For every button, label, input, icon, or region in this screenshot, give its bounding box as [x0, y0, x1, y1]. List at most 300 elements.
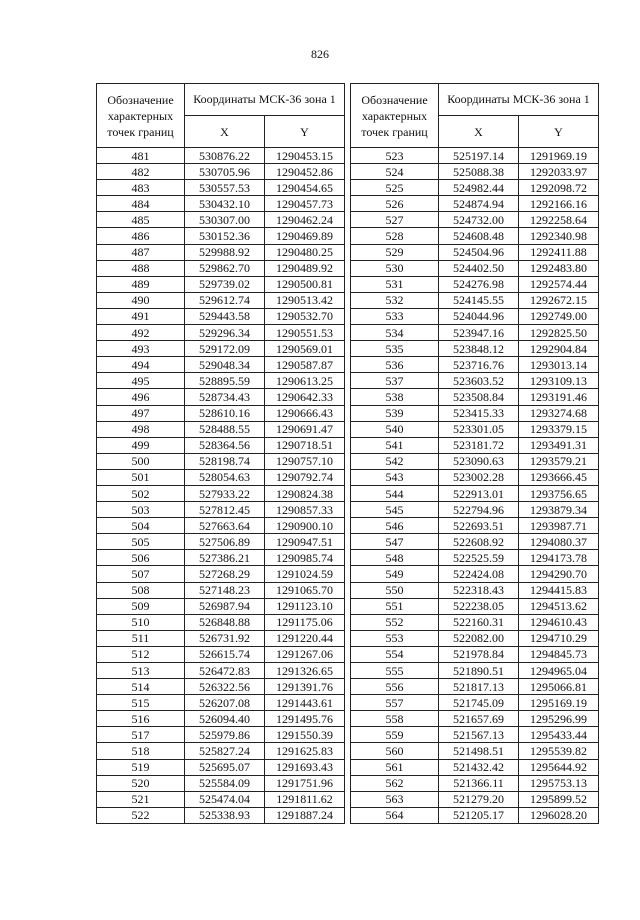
table-row	[351, 228, 599, 244]
point-id-cell: 548	[351, 550, 439, 566]
point-id-cell: 562	[351, 775, 439, 791]
table-row	[351, 373, 599, 389]
point-id-cell: 532	[351, 292, 439, 308]
y-coordinate-cell: 1290489.92	[265, 260, 345, 276]
y-coordinate-cell: 1291326.65	[265, 663, 345, 679]
x-coordinate-cell: 521657.69	[439, 711, 519, 727]
header-point-label: Обозначение характерных точек границ	[97, 84, 185, 148]
table-row	[97, 775, 345, 791]
x-coordinate-cell: 522913.01	[439, 485, 519, 501]
table-row	[351, 437, 599, 453]
table-row	[351, 518, 599, 534]
point-id-cell: 516	[97, 711, 185, 727]
point-id-cell: 494	[97, 357, 185, 373]
table-row	[97, 679, 345, 695]
table-row	[351, 759, 599, 775]
table-row	[97, 437, 345, 453]
table-row	[97, 711, 345, 727]
x-coordinate-cell: 526987.94	[185, 598, 265, 614]
point-id-cell: 489	[97, 276, 185, 292]
table-row	[97, 469, 345, 485]
x-coordinate-cell: 527148.23	[185, 582, 265, 598]
table-row	[351, 260, 599, 276]
y-coordinate-cell: 1293274.68	[519, 405, 599, 421]
x-coordinate-cell: 526094.40	[185, 711, 265, 727]
y-coordinate-cell: 1294415.83	[519, 582, 599, 598]
table-row	[351, 485, 599, 501]
table-row	[97, 148, 345, 164]
x-coordinate-cell: 527268.29	[185, 566, 265, 582]
table-row	[97, 550, 345, 566]
x-coordinate-cell: 530152.36	[185, 228, 265, 244]
table-row	[351, 244, 599, 260]
table-row	[351, 502, 599, 518]
point-id-cell: 558	[351, 711, 439, 727]
point-id-cell: 483	[97, 180, 185, 196]
y-coordinate-cell: 1291443.61	[265, 695, 345, 711]
header-x: X	[185, 116, 265, 148]
point-id-cell: 507	[97, 566, 185, 582]
point-id-cell: 525	[351, 180, 439, 196]
x-coordinate-cell: 523603.52	[439, 373, 519, 389]
point-id-cell: 520	[97, 775, 185, 791]
table-row	[351, 421, 599, 437]
y-coordinate-cell: 1290469.89	[265, 228, 345, 244]
y-coordinate-cell: 1293879.34	[519, 502, 599, 518]
x-coordinate-cell: 521978.84	[439, 646, 519, 662]
y-coordinate-cell: 1292825.50	[519, 325, 599, 341]
y-coordinate-cell: 1291625.83	[265, 743, 345, 759]
point-id-cell: 518	[97, 743, 185, 759]
table-row	[351, 646, 599, 662]
point-id-cell: 512	[97, 646, 185, 662]
x-coordinate-cell: 525827.24	[185, 743, 265, 759]
table-row	[97, 180, 345, 196]
x-coordinate-cell: 529612.74	[185, 292, 265, 308]
x-coordinate-cell: 528488.55	[185, 421, 265, 437]
x-coordinate-cell: 527812.45	[185, 502, 265, 518]
y-coordinate-cell: 1290642.33	[265, 389, 345, 405]
x-coordinate-cell: 523301.05	[439, 421, 519, 437]
table-row	[351, 357, 599, 373]
x-coordinate-cell: 525695.07	[185, 759, 265, 775]
y-coordinate-cell: 1295296.99	[519, 711, 599, 727]
y-coordinate-cell: 1290532.70	[265, 308, 345, 324]
point-id-cell: 555	[351, 663, 439, 679]
y-coordinate-cell: 1290824.38	[265, 485, 345, 501]
point-id-cell: 552	[351, 614, 439, 630]
point-id-cell: 530	[351, 260, 439, 276]
y-coordinate-cell: 1290462.24	[265, 212, 345, 228]
x-coordinate-cell: 521498.51	[439, 743, 519, 759]
x-coordinate-cell: 526322.56	[185, 679, 265, 695]
table-row	[351, 743, 599, 759]
table-row	[97, 727, 345, 743]
y-coordinate-cell: 1292749.00	[519, 308, 599, 324]
header-x: X	[439, 116, 519, 148]
x-coordinate-cell: 526207.08	[185, 695, 265, 711]
x-coordinate-cell: 523848.12	[439, 341, 519, 357]
table-row	[97, 695, 345, 711]
x-coordinate-cell: 527663.64	[185, 518, 265, 534]
y-coordinate-cell: 1295644.92	[519, 759, 599, 775]
point-id-cell: 491	[97, 308, 185, 324]
x-coordinate-cell: 530307.00	[185, 212, 265, 228]
x-coordinate-cell: 523181.72	[439, 437, 519, 453]
y-coordinate-cell: 1290985.74	[265, 550, 345, 566]
x-coordinate-cell: 524276.98	[439, 276, 519, 292]
x-coordinate-cell: 527506.89	[185, 534, 265, 550]
point-id-cell: 536	[351, 357, 439, 373]
y-coordinate-cell: 1294845.73	[519, 646, 599, 662]
y-coordinate-cell: 1290453.15	[265, 148, 345, 164]
table-row	[351, 566, 599, 582]
y-coordinate-cell: 1291175.06	[265, 614, 345, 630]
table-row	[97, 502, 345, 518]
y-coordinate-cell: 1291887.24	[265, 807, 345, 823]
x-coordinate-cell: 526472.83	[185, 663, 265, 679]
table-row	[351, 196, 599, 212]
y-coordinate-cell: 1290480.25	[265, 244, 345, 260]
y-coordinate-cell: 1292411.88	[519, 244, 599, 260]
table-row	[97, 421, 345, 437]
y-coordinate-cell: 1295169.19	[519, 695, 599, 711]
x-coordinate-cell: 524504.96	[439, 244, 519, 260]
table-row	[351, 711, 599, 727]
table-row	[97, 389, 345, 405]
table-row	[351, 775, 599, 791]
y-coordinate-cell: 1294513.62	[519, 598, 599, 614]
table-row	[351, 663, 599, 679]
point-id-cell: 541	[351, 437, 439, 453]
point-id-cell: 524	[351, 164, 439, 180]
y-coordinate-cell: 1294290.70	[519, 566, 599, 582]
x-coordinate-cell: 522082.00	[439, 630, 519, 646]
y-coordinate-cell: 1291693.43	[265, 759, 345, 775]
y-coordinate-cell: 1290551.53	[265, 325, 345, 341]
point-id-cell: 505	[97, 534, 185, 550]
y-coordinate-cell: 1294080.37	[519, 534, 599, 550]
y-coordinate-cell: 1291123.10	[265, 598, 345, 614]
y-coordinate-cell: 1291391.76	[265, 679, 345, 695]
table-row	[97, 357, 345, 373]
x-coordinate-cell: 522693.51	[439, 518, 519, 534]
table-row	[97, 534, 345, 550]
y-coordinate-cell: 1291550.39	[265, 727, 345, 743]
y-coordinate-cell: 1290900.10	[265, 518, 345, 534]
x-coordinate-cell: 528198.74	[185, 453, 265, 469]
y-coordinate-cell: 1290457.73	[265, 196, 345, 212]
point-id-cell: 509	[97, 598, 185, 614]
y-coordinate-cell: 1291220.44	[265, 630, 345, 646]
table-row	[97, 598, 345, 614]
point-id-cell: 515	[97, 695, 185, 711]
point-id-cell: 484	[97, 196, 185, 212]
point-id-cell: 506	[97, 550, 185, 566]
header-y: Y	[519, 116, 599, 148]
table-row	[97, 614, 345, 630]
y-coordinate-cell: 1290718.51	[265, 437, 345, 453]
y-coordinate-cell: 1294710.29	[519, 630, 599, 646]
x-coordinate-cell: 521366.11	[439, 775, 519, 791]
table-row	[351, 292, 599, 308]
y-coordinate-cell: 1290587.87	[265, 357, 345, 373]
x-coordinate-cell: 529296.34	[185, 325, 265, 341]
y-coordinate-cell: 1290454.65	[265, 180, 345, 196]
y-coordinate-cell: 1290500.81	[265, 276, 345, 292]
point-id-cell: 537	[351, 373, 439, 389]
y-coordinate-cell: 1295066.81	[519, 679, 599, 695]
table-row	[351, 630, 599, 646]
header-y: Y	[265, 116, 345, 148]
y-coordinate-cell: 1291495.76	[265, 711, 345, 727]
point-id-cell: 528	[351, 228, 439, 244]
x-coordinate-cell: 528364.56	[185, 437, 265, 453]
y-coordinate-cell: 1291267.06	[265, 646, 345, 662]
table-row	[351, 534, 599, 550]
x-coordinate-cell: 523947.16	[439, 325, 519, 341]
x-coordinate-cell: 524732.00	[439, 212, 519, 228]
y-coordinate-cell: 1292166.16	[519, 196, 599, 212]
table-row	[97, 196, 345, 212]
x-coordinate-cell: 523002.28	[439, 469, 519, 485]
point-id-cell: 553	[351, 630, 439, 646]
table-body-right	[351, 148, 599, 824]
x-coordinate-cell: 522794.96	[439, 502, 519, 518]
y-coordinate-cell: 1290666.43	[265, 405, 345, 421]
x-coordinate-cell: 530705.96	[185, 164, 265, 180]
point-id-cell: 534	[351, 325, 439, 341]
y-coordinate-cell: 1291969.19	[519, 148, 599, 164]
point-id-cell: 492	[97, 325, 185, 341]
table-row	[97, 212, 345, 228]
x-coordinate-cell: 522160.31	[439, 614, 519, 630]
point-id-cell: 550	[351, 582, 439, 598]
y-coordinate-cell: 1292574.44	[519, 276, 599, 292]
table-row	[351, 582, 599, 598]
y-coordinate-cell: 1290513.42	[265, 292, 345, 308]
point-id-cell: 523	[351, 148, 439, 164]
x-coordinate-cell: 530432.10	[185, 196, 265, 212]
x-coordinate-cell: 523090.63	[439, 453, 519, 469]
point-id-cell: 540	[351, 421, 439, 437]
table-row	[351, 164, 599, 180]
x-coordinate-cell: 522424.08	[439, 566, 519, 582]
y-coordinate-cell: 1291024.59	[265, 566, 345, 582]
y-coordinate-cell: 1292098.72	[519, 180, 599, 196]
y-coordinate-cell: 1290857.33	[265, 502, 345, 518]
point-id-cell: 481	[97, 148, 185, 164]
point-id-cell: 543	[351, 469, 439, 485]
point-id-cell: 544	[351, 485, 439, 501]
table-row	[351, 389, 599, 405]
table-row	[351, 308, 599, 324]
header-coordinate-system: Координаты МСК-36 зона 1	[439, 84, 599, 116]
table-row	[97, 453, 345, 469]
point-id-cell: 533	[351, 308, 439, 324]
table-row	[97, 260, 345, 276]
point-id-cell: 497	[97, 405, 185, 421]
point-id-cell: 511	[97, 630, 185, 646]
y-coordinate-cell: 1295753.13	[519, 775, 599, 791]
table-row	[97, 663, 345, 679]
x-coordinate-cell: 526848.88	[185, 614, 265, 630]
point-id-cell: 487	[97, 244, 185, 260]
x-coordinate-cell: 526731.92	[185, 630, 265, 646]
y-coordinate-cell: 1293013.14	[519, 357, 599, 373]
point-id-cell: 556	[351, 679, 439, 695]
y-coordinate-cell: 1293666.45	[519, 469, 599, 485]
x-coordinate-cell: 523716.76	[439, 357, 519, 373]
point-id-cell: 501	[97, 469, 185, 485]
point-id-cell: 531	[351, 276, 439, 292]
point-id-cell: 522	[97, 807, 185, 823]
x-coordinate-cell: 524402.50	[439, 260, 519, 276]
y-coordinate-cell: 1291811.62	[265, 791, 345, 807]
point-id-cell: 526	[351, 196, 439, 212]
table-row	[351, 695, 599, 711]
y-coordinate-cell: 1295899.52	[519, 791, 599, 807]
table-row	[351, 341, 599, 357]
x-coordinate-cell: 527386.21	[185, 550, 265, 566]
table-row	[97, 276, 345, 292]
point-id-cell: 519	[97, 759, 185, 775]
table-row	[351, 325, 599, 341]
y-coordinate-cell: 1293579.21	[519, 453, 599, 469]
x-coordinate-cell: 523508.84	[439, 389, 519, 405]
table-row	[97, 244, 345, 260]
point-id-cell: 561	[351, 759, 439, 775]
x-coordinate-cell: 527933.22	[185, 485, 265, 501]
table-row	[97, 341, 345, 357]
table-row	[351, 180, 599, 196]
y-coordinate-cell: 1291751.96	[265, 775, 345, 791]
x-coordinate-cell: 529048.34	[185, 357, 265, 373]
x-coordinate-cell: 525197.14	[439, 148, 519, 164]
table-row	[97, 646, 345, 662]
header-point-label: Обозначение характерных точек границ	[351, 84, 439, 148]
table-row	[351, 148, 599, 164]
table-row	[351, 469, 599, 485]
point-id-cell: 563	[351, 791, 439, 807]
table-row	[97, 791, 345, 807]
y-coordinate-cell: 1294965.04	[519, 663, 599, 679]
x-coordinate-cell: 528734.43	[185, 389, 265, 405]
point-id-cell: 503	[97, 502, 185, 518]
x-coordinate-cell: 524608.48	[439, 228, 519, 244]
table-row	[97, 566, 345, 582]
y-coordinate-cell: 1294173.78	[519, 550, 599, 566]
point-id-cell: 510	[97, 614, 185, 630]
point-id-cell: 502	[97, 485, 185, 501]
table-row	[97, 743, 345, 759]
x-coordinate-cell: 528895.59	[185, 373, 265, 389]
x-coordinate-cell: 521817.13	[439, 679, 519, 695]
point-id-cell: 504	[97, 518, 185, 534]
y-coordinate-cell: 1293379.15	[519, 421, 599, 437]
table-row	[97, 164, 345, 180]
table-row	[351, 727, 599, 743]
y-coordinate-cell: 1293987.71	[519, 518, 599, 534]
x-coordinate-cell: 528610.16	[185, 405, 265, 421]
x-coordinate-cell: 522318.43	[439, 582, 519, 598]
header-coordinate-system: Координаты МСК-36 зона 1	[185, 84, 345, 116]
x-coordinate-cell: 529443.58	[185, 308, 265, 324]
point-id-cell: 527	[351, 212, 439, 228]
x-coordinate-cell: 529862.70	[185, 260, 265, 276]
point-id-cell: 499	[97, 437, 185, 453]
y-coordinate-cell: 1290947.51	[265, 534, 345, 550]
point-id-cell: 557	[351, 695, 439, 711]
table-row	[351, 453, 599, 469]
y-coordinate-cell: 1292258.64	[519, 212, 599, 228]
x-coordinate-cell: 525584.09	[185, 775, 265, 791]
table-row	[351, 791, 599, 807]
y-coordinate-cell: 1293109.13	[519, 373, 599, 389]
point-id-cell: 549	[351, 566, 439, 582]
y-coordinate-cell: 1290757.10	[265, 453, 345, 469]
table-row	[351, 807, 599, 823]
point-id-cell: 554	[351, 646, 439, 662]
table-row	[97, 228, 345, 244]
x-coordinate-cell: 521432.42	[439, 759, 519, 775]
point-id-cell: 495	[97, 373, 185, 389]
point-id-cell: 513	[97, 663, 185, 679]
page-number: 826	[311, 47, 329, 61]
table-row	[351, 550, 599, 566]
x-coordinate-cell: 521890.51	[439, 663, 519, 679]
x-coordinate-cell: 524145.55	[439, 292, 519, 308]
y-coordinate-cell: 1293191.46	[519, 389, 599, 405]
y-coordinate-cell: 1293491.31	[519, 437, 599, 453]
y-coordinate-cell: 1290569.01	[265, 341, 345, 357]
table-row	[97, 582, 345, 598]
table-row	[97, 485, 345, 501]
point-id-cell: 486	[97, 228, 185, 244]
table-row	[351, 405, 599, 421]
table-row	[351, 212, 599, 228]
x-coordinate-cell: 522608.92	[439, 534, 519, 550]
x-coordinate-cell: 528054.63	[185, 469, 265, 485]
y-coordinate-cell: 1292033.97	[519, 164, 599, 180]
x-coordinate-cell: 529172.09	[185, 341, 265, 357]
table-body-left	[97, 148, 345, 824]
point-id-cell: 493	[97, 341, 185, 357]
point-id-cell: 551	[351, 598, 439, 614]
x-coordinate-cell: 529739.02	[185, 276, 265, 292]
x-coordinate-cell: 523415.33	[439, 405, 519, 421]
y-coordinate-cell: 1292483.80	[519, 260, 599, 276]
table-row	[97, 518, 345, 534]
point-id-cell: 498	[97, 421, 185, 437]
table-row	[351, 598, 599, 614]
table-row	[97, 405, 345, 421]
point-id-cell: 539	[351, 405, 439, 421]
point-id-cell: 547	[351, 534, 439, 550]
table-row	[97, 630, 345, 646]
coordinates-table-right	[350, 83, 599, 824]
table-row	[97, 373, 345, 389]
x-coordinate-cell: 530557.53	[185, 180, 265, 196]
y-coordinate-cell: 1290691.47	[265, 421, 345, 437]
y-coordinate-cell: 1290792.74	[265, 469, 345, 485]
x-coordinate-cell: 525088.38	[439, 164, 519, 180]
table-row	[351, 276, 599, 292]
x-coordinate-cell: 525338.93	[185, 807, 265, 823]
table-row	[97, 308, 345, 324]
point-id-cell: 508	[97, 582, 185, 598]
x-coordinate-cell: 525979.86	[185, 727, 265, 743]
